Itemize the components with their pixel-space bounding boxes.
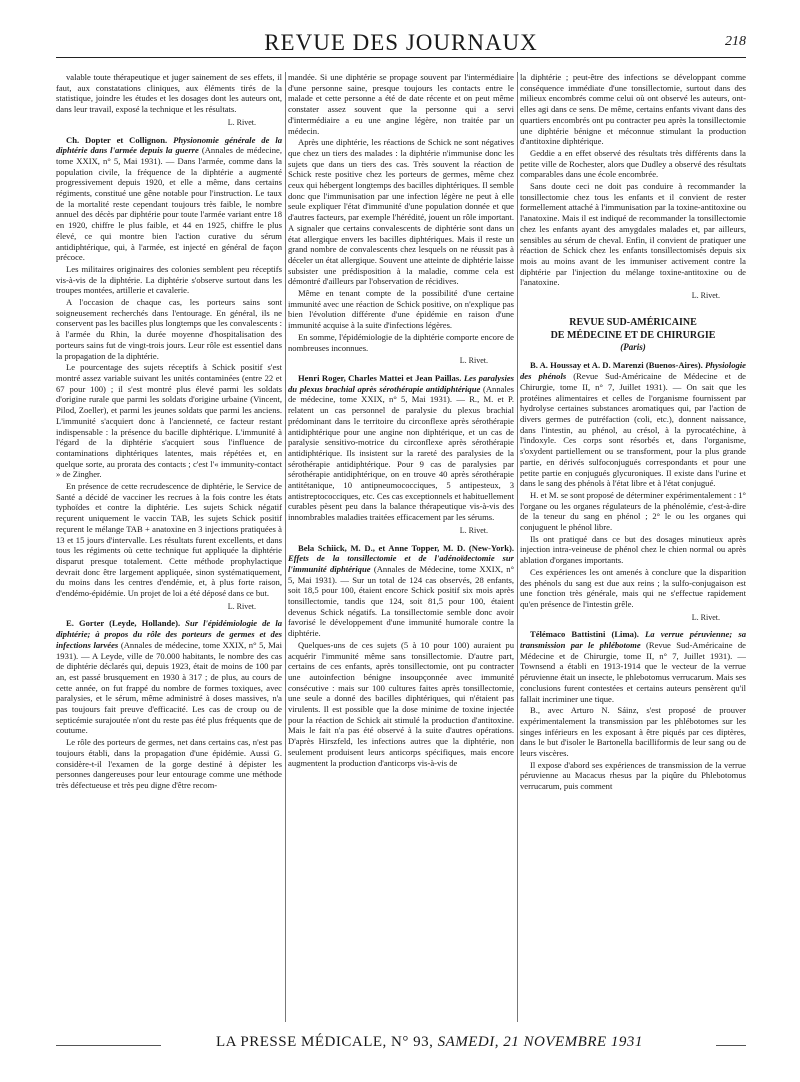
article-title: Physionomie générale de la diphtérie dans l'armée depuis la guerre [56, 134, 282, 156]
paragraph: En présence de cette recrudescence de diphtérie, le Service de Santé a décidé de vacciner les recrues à la fois contre les états typhoïdes et contre la diphtérie. Les sujets Schick négatif reçurent uniquement le vaccin TAB, les sujets Schick positif reçurent le mélange TAB + anatoxine en 3 injections pratiquées à 13 et 15 jours d'intervalle. Les résultats furent excellents, et dans tous les régiments où cette technique fut appliquée la diphtérie disparut presque totalement. Cette méthode prophylactique devrait donc être largement appliquée, sinon systématiquement, du moins dans les centres d'endémie, et, à plus forte raison, d'endémo-épidémie. Un projet de loi a été déposé dans ce but. [56, 481, 282, 599]
paragraph: Sans doute ceci ne doit pas conduire à recommander la tonsillectomie chez tous les enfants et il convient de rester formellement attaché à l'immunisation par la toxine-antitoxine ou l'anatoxine. Mais il est indiqué de recommander la tonsillectomie chez les enfants ayant des amygdales malades et, par ailleurs, sensibles au sérum de cheval. Enfin, il convient de pratiquer une réaction de Schick chez les enfants tonsillectomisés depuis six mois au moins avant de les immuniser activement contre la diphtérie par l'injection du mélange toxine-antitoxine ou de l'anatoxine. [520, 181, 746, 288]
article-heading [56, 618, 282, 736]
column-left [56, 72, 282, 1022]
paragraph: Il expose d'abord ses expériences de transmission de la verrue péruvienne au Macacus rhesus par la piqûre du Phlebotomus verrucarum, puis comment [520, 759, 746, 792]
paragraph: valable toute thérapeutique et juger sainement de ses effets, il faut, aux constatations cliniques, aux éléments tirés de la statistique, joindre les études et les dosages dont les auteurs ont, dans leur travail, exposé la technique et les résultats. [56, 72, 282, 115]
article-authors: E. Gorter (Leyde, Hollande). [66, 618, 181, 629]
signature: L. Rivet. [691, 612, 720, 622]
article-authors: Bela Schiick, M. D., et Anne Topper, M. D. (New-York). [298, 542, 514, 553]
article-title: Effets de la tonsillectomie et de l'adénoïdectomie sur l'immunité diphtérique [288, 553, 514, 574]
signature: L. Rivet. [227, 601, 256, 611]
paragraph: Sur un total de 124 cas observés, 28 enfants, soit 18,5 pour 100, étaient encore Schick positif six mois après tonsillectomie, tandis que 124, soit 81,5 pour 100, étaient devenus Schick négatifs. La tonsillectomie semble donc avoir favorisé le développement d'une immunité humorale contre la diphtérie. [288, 574, 514, 639]
paragraph: Geddie a en effet observé des résultats très différents dans la petite ville de Rochester, alors que Dudley a observé des résultats comparables dans une école encombrée. [520, 147, 746, 180]
footer-rule [716, 1045, 746, 1046]
paragraph: Ces expériences les ont amenés à conclure que la disparition des phénols du sang est due aux reins ; la sulfo-conjugaison est une fonction très générale, mais qui ne s'effectue rapidement qu'en présence de l'intestin grêle. [520, 566, 746, 609]
journal-city: (Paris) [620, 341, 646, 352]
page-footer [56, 1034, 746, 1056]
paragraph: Quelques-uns de ces sujets (5 à 10 pour 100) auraient pu acquérir l'immunité même sans tonsillectomie. D'autre part, certains de ces enfants, après tonsillectomie, ont pu contracter une autoinfection bénigne insoupçonnée avec immunité consécutive : mais sur 100 cultures faites après tonsillectomie, une seule a donné des bacilles diphtériques, qui n'étaient pas virulents. Il est possible que la dose minime de toxine injectée pour la réaction de Schick ait stimulé la production d'antitoxine. Mais le fait n'a pas été observé à la suite d'autres opérations. D'après Hirszfeld, les infections autres que la diphtérie, non seulement produisent leurs anticorps spécifiques, mais encore augmentent la production d'anticorps vis-à-vis de [288, 639, 514, 768]
paragraph: Dans l'armée, comme dans la population civile, la fréquence de la diphtérie a augmenté progressivement depuis 1920, et elle a même, dans certains régiments, constitué une gêne notable pour l'instruction. Le taux de la mortalité reste cependant toujours très faible, le nombre annuel des décès par diphtérie pour toute l'armée variant entre 18 en 1920, chiffre le plus faible, et 44 en 1925, chiffre le plus élevé, ce qui montre bien l'action curative du sérum antidiphtérique, qui, à l'armée, est injecté en général de façon précoce. [56, 155, 282, 263]
paragraph: Le pourcentage des sujets réceptifs à Schick positif s'est montré assez variable suivant les unités contaminées (entre 22 et 67 pour 100) ; il s'est montré plus élevé parmi les soldats d'origine rurale que parmi les soldats d'origine urbaine (Vincent, Pilod, Zoeller), et parmi les jeunes soldats que parmi les anciens. L'immunité s'acquiert donc à l'ancienneté, ce facteur restant indispensable : la présence du bacille diphtérique. L'immunité à l'égard de la diphtérie s'acquiert sous l'influence de contaminations diphtériques latentes, mais répétées et, en quelque sorte, au prorata des contacts ; c'est l'« immunity-contact » de Zingher. [56, 362, 282, 480]
signature: L. Rivet. [227, 117, 256, 127]
article-authors: Ch. Dopter et Collignon. [66, 134, 168, 145]
article-reference: (Revue Sud-Américaine de Médecine et de Chirurgie, tome II, n° 7, Juillet 1931). — [520, 371, 746, 392]
paragraph: A l'occasion de chaque cas, les porteurs sains sont soigneusement recherchés dans l'entourage. En général, ils ne conservent pas les bacilles plus longtemps que les convalescents : à l'armée du Rhin, la durée moyenne d'hospitalisation des porteurs sains fut de vingt-trois jours. Leur rôle est essentiel dans la propagation de la diphtérie. [56, 297, 282, 361]
article-title: La verrue péruvienne; sa transmission par le phlébotome [520, 629, 746, 651]
paragraph: On sait que les protéines alimentaires et celles de l'organisme fournissent par hydrolyse certaines substances aromatiques qui, par l'action de divers germes de putréfaction (coli, etc.), donnent naissance, dans l'intestin, au phénol, au crésol, à la pyrocatéchine, à l'indoxyle. Ces corps sont résorbés et, dans l'organisme, s'oxydent partiellement ou se transforment, pour la plus grande partie, en dérivés sulfoconjugués correspondants et pour une petite partie en conjugués glycuroniques. Il existe dans l'urine et dans le sang des phénols à l'état libre et à l'état conjugué. [520, 381, 746, 489]
column-divider [517, 72, 518, 1022]
article-reference: (Revue Sud-Américaine de Médecine et de Chirurgie, tome II, n° 7, Juillet 1931). — [520, 640, 746, 661]
column-middle [288, 72, 514, 1022]
paragraph: la diphtérie ; peut-être des infections se développant comme conséquence immédiate d'une tonsillectomie, surtout dans des milieux encombrés comme celui où ont observé les auteurs, ont-elles agi dans ce sens. De même, certains enfants vivant dans des quartiers encombrés ont pu contracter peu après la tonsillectomie une diphtérie bénigne et méconnue stimulant la production d'antitoxine diphtérique. [520, 72, 746, 147]
paragraph: Le rôle des porteurs de germes, net dans certains cas, n'est pas toujours établi, dans la propagation d'une épidémie. Aussi G. considère-t-il l'examen de la gorge destiné à dépister les personnes dangereuses pour leur entourage comme une méthode très défectueuse et très peu digne d'être recom- [56, 737, 282, 790]
footer-text [216, 1034, 643, 1051]
page-header [56, 28, 746, 58]
signature: L. Rivet. [691, 291, 720, 301]
article-reference: (Annales de médecine, tome XXIX, n° 5, Mai 1931). — [56, 145, 282, 166]
article-reference: (Annales de médecine, tome XXIX, n° 5, Mai 1931). — [288, 383, 514, 405]
footer-rule [56, 1045, 161, 1046]
paragraph: Townsend a établi en 1913-1914 que le vecteur de la verrue péruvienne était un insecte, le phlebotomus verrucarum. Mais ses conclusions furent contestées et certains auteurs pensèrent qu'il fallait incriminer une tique. [520, 661, 746, 704]
article-title: Les paralysies du plexus brachial après sérothérapie antidiphtérique [288, 372, 514, 394]
paragraph: A Leyde, ville de 70.000 habitants, le nombre des cas de diphtérie déclarés qui, depuis 1923, était de moins de 100 par an, est passé brusquement en 1930 à 317 ; de plus, au cours de cette année, on fut frappé du nombre de formes toxiques, avec paralysies, et le sérum, même administré à doses massives, n'a pas toujours fait preuve d'efficacité. Les cas de croup ou de septicémie surajoutée n'ont du reste pas été plus fréquents que de coutume. [56, 650, 282, 736]
column-divider [285, 72, 286, 1022]
journal-name-line: DE MÉDECINE ET DE CHIRURGIE [550, 329, 716, 341]
paragraph: Ils ont pratiqué dans ce but des dosages minutieux après injection intra-veineuse de phénol chez le chien normal ou après ablation d'organes importants. [520, 533, 746, 566]
article-reference: (Annales de médecine, tome XXIX, n° 5, Mai 1931). — [56, 639, 282, 661]
article-heading [520, 629, 746, 704]
paragraph: Après une diphtérie, les réactions de Schick ne sont négatives que chez un tiers des malades : la diphtérie n'immunise donc les sujets que dans un tiers des cas. Très souvent la réaction de Schick reste positive chez les porteurs de germes, même chez ceux qui hébergent longtemps des bacilles diphtériques. Il semble donc que l'immunisation par une infection légère ne peut à elle seule expliquer l'état d'immunité d'une population donnée et que d'autres facteurs, par exemple l'hérédité, jouent un rôle important. A signaler que certains convalescents de diphtérie sont dans un état allergique envers les bacilles diphtériques. Mais il reste un grand nombre de convalescents chez lesquels on ne réussit pas à déceler un état allergique. Souvent une atteinte de diphtérie laisse subsister une prédisposition à la maladie, comme cela est démontré d'ailleurs par l'observation de récidives. [288, 137, 514, 287]
article-authors: Henri Roger, Charles Mattei et Jean Paillas. [298, 372, 462, 383]
column-right [520, 72, 746, 1022]
paragraph: R., M. et P. relatent un cas personnel de paralysie du plexus brachial prédominant dans le territoire du circonflexe après sérothérapie antidiphtérique pour une angine non diphtérique, et un cas de paralysie sensitivo-motrice du circonflexe après sérothérapie antidiphtérique. Ils insistent sur la rareté des paralysies de la sérothérapie antidiphtérique. Pour 9 cas de paralysies par sérothérapie antidiphtérique, on en trouve 40 après sérothérapie antitétanique, 10 antipneumococciques, 5 antipesteux, 3 antistreptococciques, etc. Ces cas exceptionnels et habituellement curables pèsent peu dans la balance thérapeutique vis-à-vis des innombrables maladies traitées efficacement par les sérums. [288, 394, 514, 523]
paragraph: Même en tenant compte de la possibilité d'une certaine immunité avec une réaction de Schick positive, on n'explique pas bien l'évolution différente d'une épidémie en raison d'une immunité acquise à la suite d'infections légères. [288, 288, 514, 331]
article-authors: B. A. Houssay et A. D. Marenzi (Buenos-Aires). [530, 360, 703, 371]
paragraph: H. et M. se sont proposé de déterminer expérimentalement : 1° l'organe ou les organes régulateurs de la phénolémie, c'est-à-dire de la teneur du sang en phénol ; 2° le ou les organes qui conjuguent le phénol libre. [520, 489, 746, 533]
article-title: Sur l'épidémiologie de la diphtérie; à propos du rôle des porteurs de germes et des infections larvées [56, 618, 282, 650]
page-number: 218 [725, 34, 746, 49]
footer-date: SAMEDI, 21 NOVEMBRE 1931 [437, 1034, 643, 1050]
article-title: Physiologie des phénols [520, 360, 746, 382]
journal-heading [520, 316, 746, 342]
article-authors: Télémaco Battistini (Lima). [530, 629, 639, 640]
article-heading [520, 360, 746, 488]
paragraph: En somme, l'épidémiologie de la diphtérie comporte encore de nombreuses inconnues. [288, 331, 514, 353]
paragraph: Les militaires originaires des colonies semblent peu réceptifs vis-à-vis de la diphtérie. La diphtérie s'observe surtout dans les troupes montées, artillerie et cavalerie. [56, 263, 282, 296]
signature: L. Rivet. [459, 356, 488, 366]
journal-name-line: REVUE SUD-AMÉRICAINE [569, 316, 697, 328]
article-heading [288, 373, 514, 523]
article-columns [56, 72, 746, 1022]
article-heading [288, 543, 514, 639]
paragraph: mandée. Si une diphtérie se propage souvent par l'intermédiaire d'une personne saine, presque toujours les contacts entre le malade et cette personne a été de date récente et on peut même constater assez souvent que la personne qui a servi d'intermédiaire a eu une angine légère, non traitée par un médecin. [288, 72, 514, 136]
article-reference: (Annales de Médecine, tome XXIX, n° 5, Mai 1931). — [288, 563, 514, 585]
signature: L. Rivet. [459, 525, 488, 535]
page-title: REVUE DES JOURNAUX [264, 30, 538, 55]
article-heading [56, 135, 282, 263]
footer-journal: LA PRESSE MÉDICALE, N° 93, [216, 1034, 434, 1050]
paragraph: B., avec Arturo N. Sáinz, s'est proposé de prouver expérimentalement la transmission par les phlébotomes sur les singes inférieurs en les exposant à être piqués par ces diptères, dans le but d'isoler le Bartonella bacilliformis de leur sang ou de leurs viscères. [520, 705, 746, 759]
